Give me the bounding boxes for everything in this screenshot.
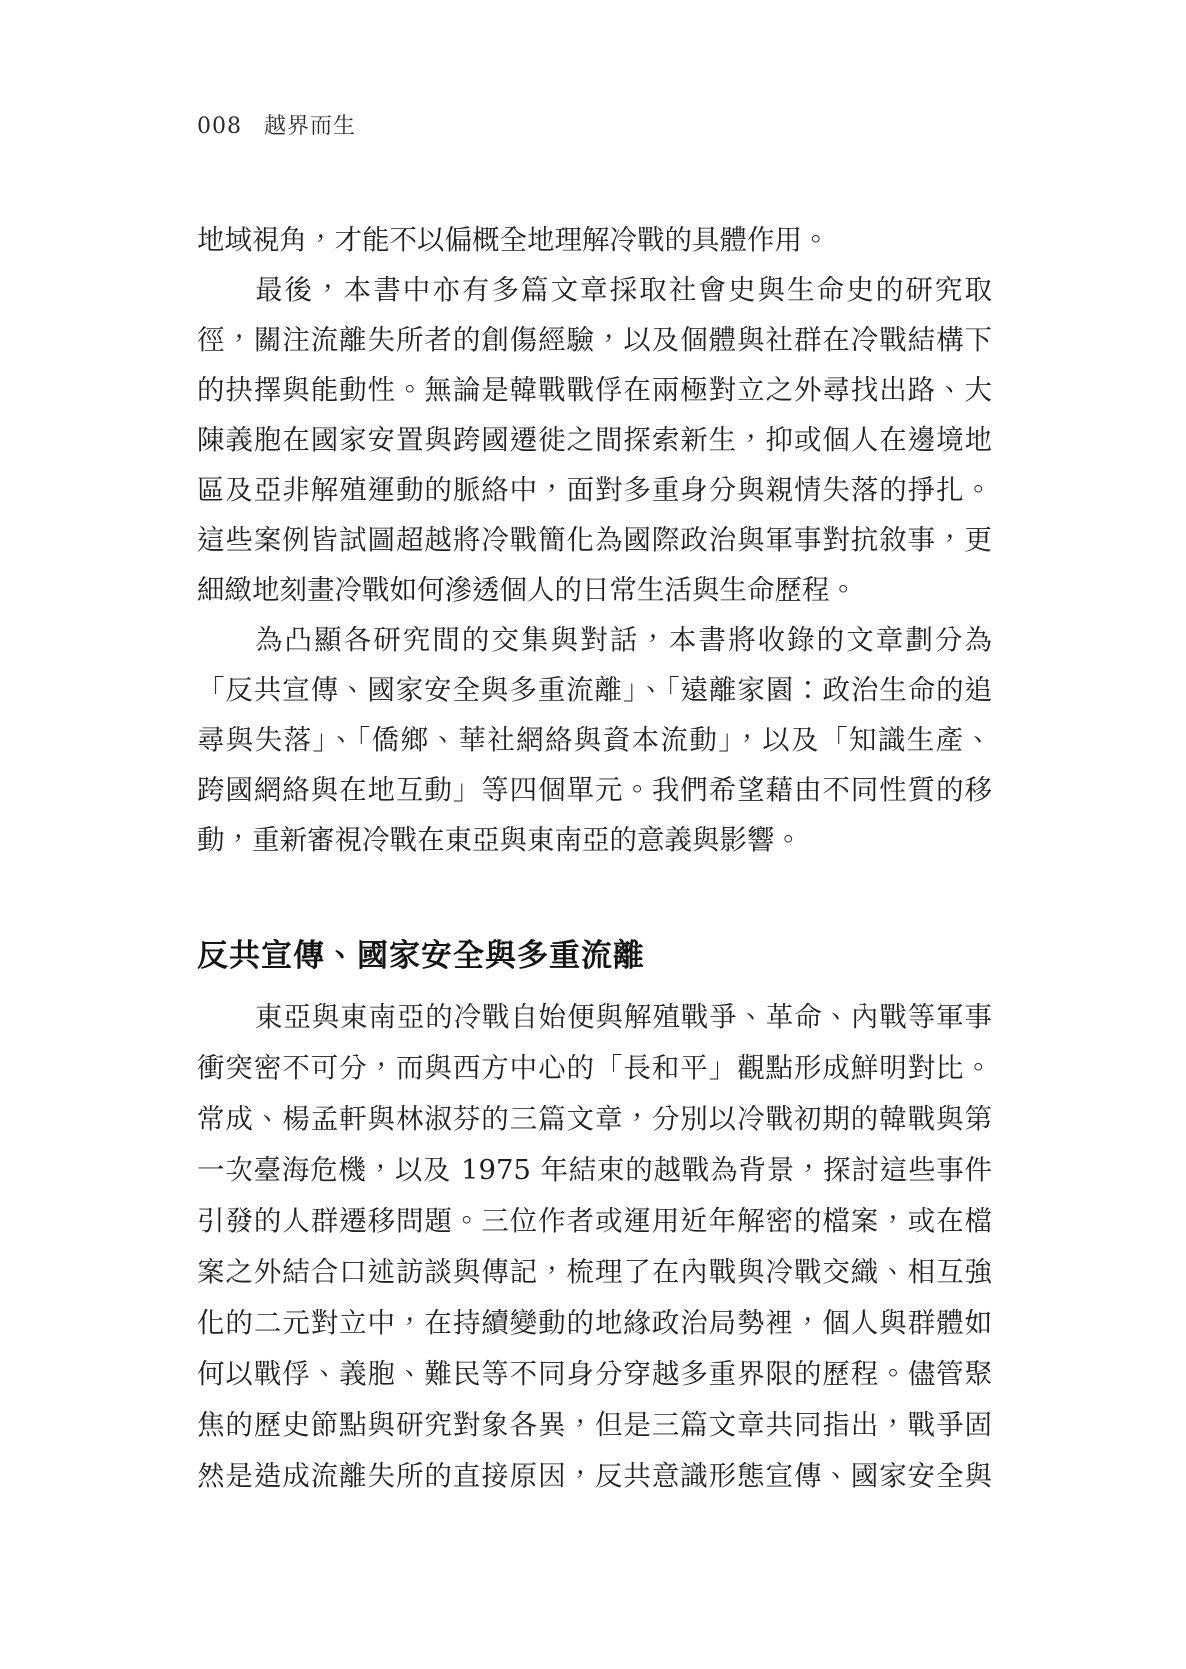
text-line: 衝突密不可分，而與西方中心的「長和平」觀點形成鮮明對比。: [197, 1052, 992, 1084]
page-header: [197, 114, 356, 140]
page-number: 008: [197, 114, 242, 139]
text-line: 徑，關注流離失所者的創傷經驗，以及個體與社群在冷戰結構下: [197, 324, 992, 356]
text-line: 焦的歷史節點與研究對象各異，但是三篇文章共同指出，戰爭固: [197, 1409, 992, 1441]
text-line: 引發的人群遷移問題。三位作者或運用近年解密的檔案，或在檔: [197, 1205, 992, 1237]
text-line: 這些案例皆試圖超越將冷戰簡化為國際政治與軍事對抗敘事，更: [197, 524, 992, 556]
text-line: 一次臺海危機，以及 1975 年結束的越戰為背景，探討這些事件: [197, 1154, 992, 1186]
running-title: 越界而生: [264, 114, 357, 139]
section-text-block: [197, 992, 992, 1502]
text-line: 區及亞非解殖運動的脈絡中，面對多重身分與親情失落的掙扎。: [197, 474, 992, 506]
text-line: 細緻地刻畫冷戰如何滲透個人的日常生活與生命歷程。: [197, 574, 857, 606]
text-line: 跨國網絡與在地互動」等四個單元。我們希望藉由不同性質的移: [197, 774, 992, 806]
text-line: 然是造成流離失所的直接原因，反共意識形態宣傳、國家安全與: [197, 1460, 992, 1492]
text-line: 陳義胞在國家安置與跨國遷徙之間探索新生，抑或個人在邊境地: [197, 424, 992, 456]
section-heading: 反共宣傳、國家安全與多重流離: [197, 937, 645, 974]
text-line: 「反共宣傳、國家安全與多重流離」、「遠離家園：政治生命的追: [197, 674, 992, 706]
text-line: 常成、楊孟軒與林淑芬的三篇文章，分別以冷戰初期的韓戰與第: [197, 1103, 992, 1135]
text-line: 案之外結合口述訪談與傳記，梳理了在內戰與冷戰交織、相互強: [197, 1256, 992, 1288]
text-line: 東亞與東南亞的冷戰自始便與解殖戰爭、革命、內戰等軍事: [255, 1001, 992, 1033]
text-line: 動，重新審視冷戰在東亞與東南亞的意義與影響。: [197, 824, 802, 856]
text-line: 最後，本書中亦有多篇文章採取社會史與生命史的研究取: [255, 274, 992, 306]
text-line: 化的二元對立中，在持續變動的地緣政治局勢裡，個人與群體如: [197, 1307, 992, 1339]
text-line: 何以戰俘、義胞、難民等不同身分穿越多重界限的歷程。儘管聚: [197, 1358, 992, 1390]
intro-text-block: [197, 215, 992, 865]
text-line: 為凸顯各研究間的交集與對話，本書將收錄的文章劃分為: [255, 624, 992, 656]
text-line: 的抉擇與能動性。無論是韓戰戰俘在兩極對立之外尋找出路、大: [197, 374, 992, 406]
text-line: 尋與失落」、「僑鄉、華社網絡與資本流動」，以及「知識生產、: [197, 724, 992, 756]
text-line: 地域視角，才能不以偏概全地理解冷戰的具體作用。: [197, 224, 830, 256]
